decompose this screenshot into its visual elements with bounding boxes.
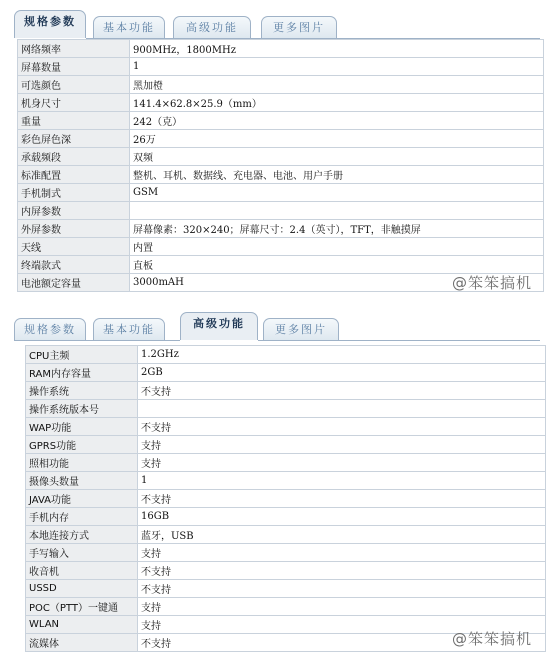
spec-label: 重量: [18, 112, 130, 130]
spec-label: 外屏参数: [18, 220, 130, 238]
spec-value: 1: [130, 58, 544, 76]
tab-basic-functions[interactable]: 基本功能: [93, 318, 165, 341]
spec-table-2: [25, 345, 546, 652]
spec-value: 双频: [130, 148, 544, 166]
tab-more-pictures[interactable]: 更多图片: [261, 16, 337, 39]
spec-value: [130, 202, 544, 220]
tab-more-pictures[interactable]: 更多图片: [263, 318, 339, 341]
spec-label: 流媒体: [26, 634, 138, 652]
spec-label: 手机制式: [18, 184, 130, 202]
spec-label: 操作系统版本号: [26, 400, 138, 418]
table-row: [26, 598, 546, 616]
spec-label: 标准配置: [18, 166, 130, 184]
spec-value: 屏幕像素：320×240；屏幕尺寸：2.4（英寸），TFT，非触摸屏: [130, 220, 544, 238]
table-row: [26, 346, 546, 364]
spec-value: 直板: [130, 256, 544, 274]
tab-specs[interactable]: 规格参数: [14, 10, 86, 38]
spec-label: GPRS功能: [26, 436, 138, 454]
spec-label: 手机内存: [26, 508, 138, 526]
spec-value: 支持: [138, 544, 546, 562]
spec-label: 内屏参数: [18, 202, 130, 220]
tab-advanced-functions[interactable]: 高级功能: [173, 16, 251, 39]
spec-value: 黑加橙: [130, 76, 544, 94]
spec-label: 照相功能: [26, 454, 138, 472]
spec-value: 支持: [138, 436, 546, 454]
watermark: @笨笨搞机: [452, 630, 533, 648]
table-row: [18, 220, 544, 238]
table-row: [26, 562, 546, 580]
spec-panel-2: [0, 308, 550, 661]
spec-value: 2GB: [138, 364, 546, 382]
table-row: [26, 454, 546, 472]
spec-label: RAM内存容量: [26, 364, 138, 382]
table-row: [18, 256, 544, 274]
table-row: [18, 94, 544, 112]
spec-table-1: [17, 39, 544, 292]
spec-value: 3000mAH: [130, 274, 544, 292]
spec-value: 不支持: [138, 490, 546, 508]
watermark: @笨笨搞机: [452, 274, 533, 292]
spec-label: 手写输入: [26, 544, 138, 562]
spec-value: 不支持: [138, 382, 546, 400]
tab-bar-2: [0, 312, 550, 344]
spec-value: 16GB: [138, 508, 546, 526]
spec-label: 收音机: [26, 562, 138, 580]
tab-bar-1: [0, 10, 550, 42]
spec-label: 操作系统: [26, 382, 138, 400]
table-row: [18, 184, 544, 202]
tab-advanced-functions[interactable]: 高级功能: [180, 312, 258, 340]
spec-value: 蓝牙，USB: [138, 526, 546, 544]
spec-value: 900MHz，1800MHz: [130, 40, 544, 58]
tab-baseline: [258, 340, 540, 341]
table-row: [26, 400, 546, 418]
table-row: [18, 148, 544, 166]
spec-label: 天线: [18, 238, 130, 256]
spec-label: WAP功能: [26, 418, 138, 436]
spec-label: 彩色屏色深: [18, 130, 130, 148]
table-row: [18, 76, 544, 94]
spec-label: 屏幕数量: [18, 58, 130, 76]
table-row: [26, 472, 546, 490]
spec-label: CPU主频: [26, 346, 138, 364]
spec-label: 可选颜色: [18, 76, 130, 94]
spec-value: 不支持: [138, 562, 546, 580]
spec-value: 141.4×62.8×25.9（mm）: [130, 94, 544, 112]
table-row: [26, 580, 546, 598]
spec-value: 不支持: [138, 580, 546, 598]
table-row: [18, 40, 544, 58]
spec-label: 终端款式: [18, 256, 130, 274]
spec-value: 支持: [138, 598, 546, 616]
table-row: [26, 526, 546, 544]
spec-label: 摄像头数量: [26, 472, 138, 490]
spec-label: JAVA功能: [26, 490, 138, 508]
table-row: [26, 382, 546, 400]
table-row: [26, 490, 546, 508]
spec-value: 26万: [130, 130, 544, 148]
tab-basic-functions[interactable]: 基本功能: [93, 16, 165, 39]
spec-label: USSD: [26, 580, 138, 598]
tab-specs[interactable]: 规格参数: [14, 318, 86, 341]
table-row: [18, 58, 544, 76]
spec-value: 支持: [138, 454, 546, 472]
spec-label: WLAN: [26, 616, 138, 634]
table-row: [18, 166, 544, 184]
spec-label: POC（PTT）一键通: [26, 598, 138, 616]
spec-value: 不支持: [138, 418, 546, 436]
spec-value: 支持: [138, 616, 546, 634]
table-row: [26, 508, 546, 526]
spec-value: 242（克）: [130, 112, 544, 130]
table-row: [18, 112, 544, 130]
spec-label: 本地连接方式: [26, 526, 138, 544]
spec-value: 1.2GHz: [138, 346, 546, 364]
table-row: [26, 436, 546, 454]
spec-label: 网络频率: [18, 40, 130, 58]
table-row: [18, 202, 544, 220]
spec-value: 整机、耳机、数据线、充电器、电池、用户手册: [130, 166, 544, 184]
table-row: [26, 418, 546, 436]
table-row: [26, 364, 546, 382]
spec-value: 内置: [130, 238, 544, 256]
spec-panel-1: [0, 0, 550, 300]
table-row: [18, 238, 544, 256]
spec-label: 机身尺寸: [18, 94, 130, 112]
spec-value: 不支持: [138, 634, 546, 652]
spec-value: [138, 400, 546, 418]
spec-value: GSM: [130, 184, 544, 202]
table-row: [18, 130, 544, 148]
tab-baseline: [14, 340, 180, 341]
spec-label: 承载频段: [18, 148, 130, 166]
table-row: [26, 544, 546, 562]
spec-label: 电池额定容量: [18, 274, 130, 292]
spec-value: 1: [138, 472, 546, 490]
